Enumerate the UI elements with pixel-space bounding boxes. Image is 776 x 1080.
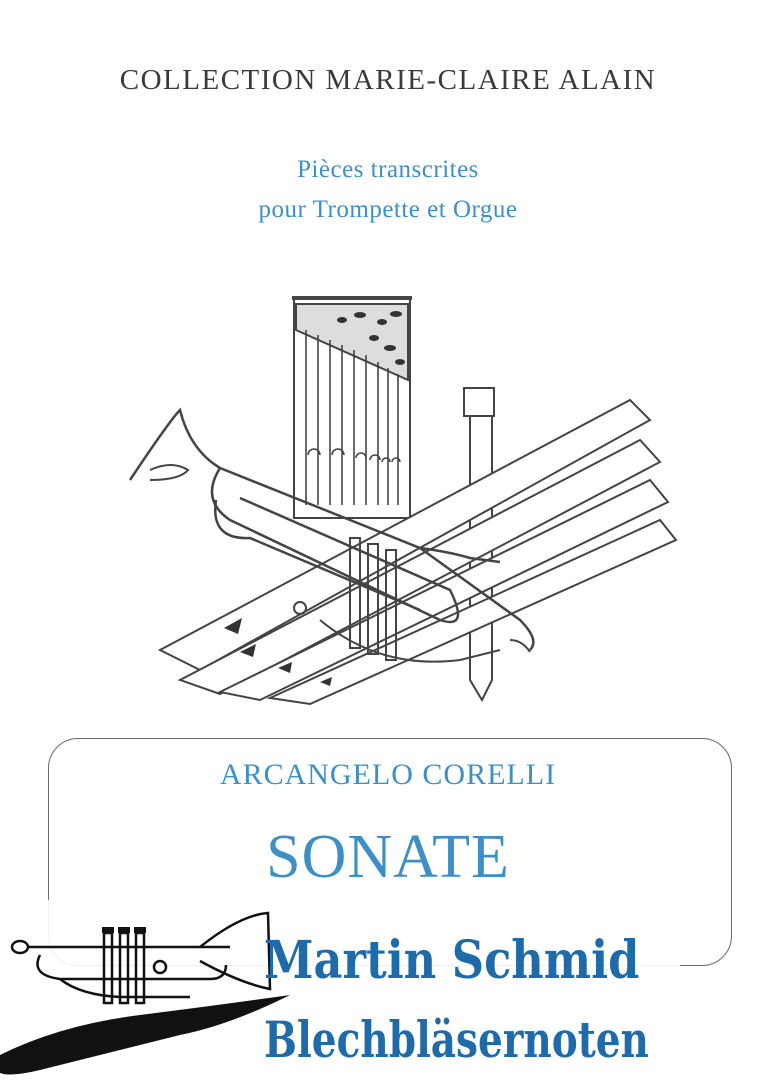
brand-name-line-2: Blechbläsernoten <box>264 1010 649 1069</box>
subtitle-line-2: pour Trompette et Orgue <box>258 196 518 223</box>
brush-stroke <box>0 985 300 1080</box>
collection-title: COLLECTION MARIE-CLAIRE ALAIN <box>119 64 657 96</box>
work-title: SONATE <box>266 823 510 891</box>
trumpet-organ-illustration <box>120 290 680 710</box>
brand-name-line-1: Martin Schmid <box>264 930 640 991</box>
composer-name: ARCANGELO CORELLI <box>219 758 557 791</box>
subtitle-line-1: Pièces transcrites <box>297 156 479 183</box>
